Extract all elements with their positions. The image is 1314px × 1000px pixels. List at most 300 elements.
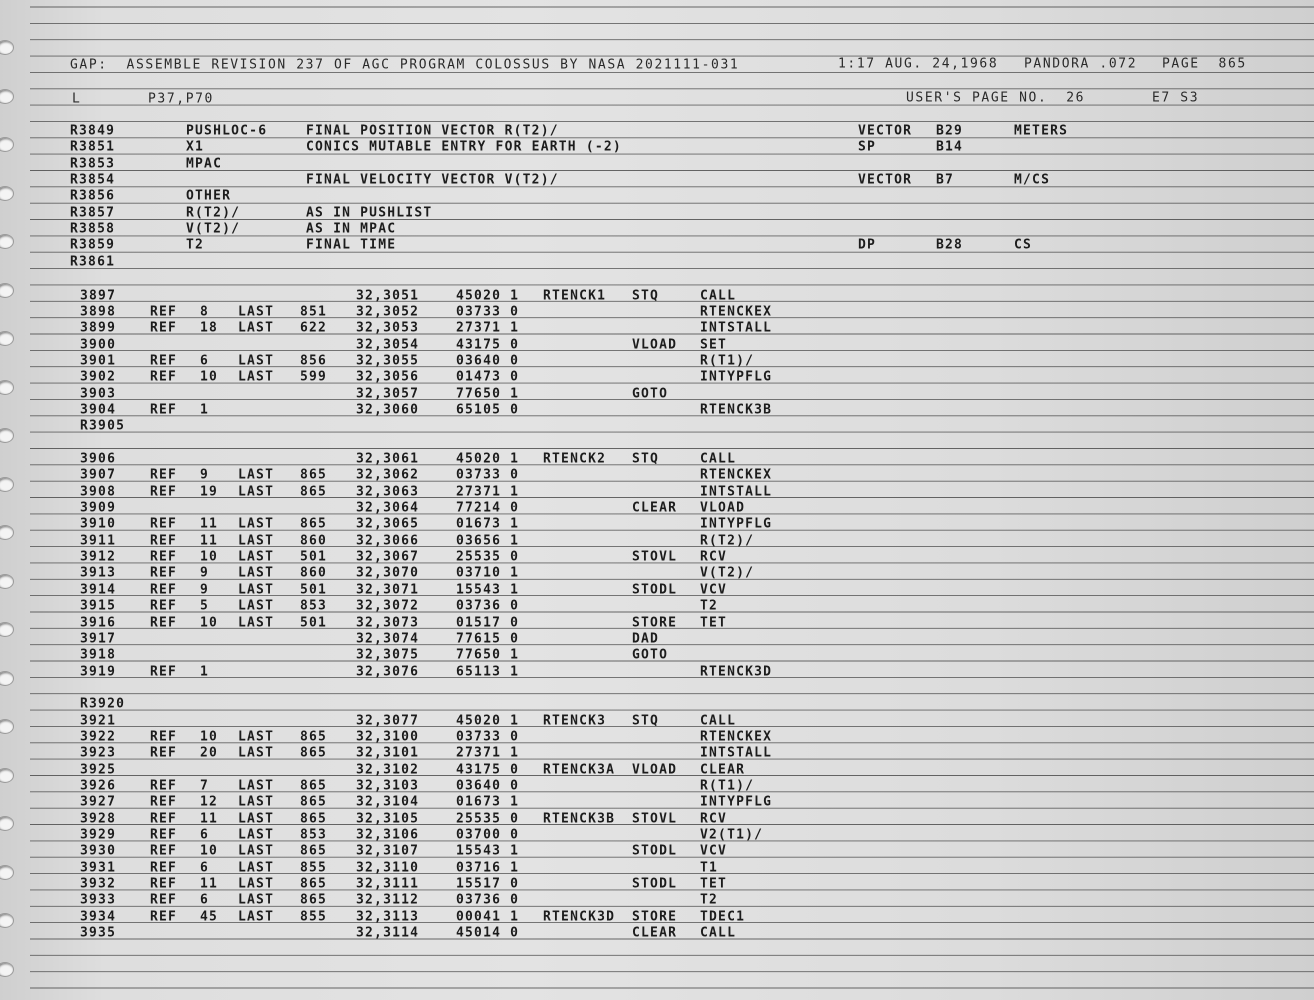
symbol-ref: R3853 bbox=[70, 155, 116, 172]
last-label: LAST bbox=[238, 908, 275, 925]
symbol-unit: M/CS bbox=[1014, 171, 1051, 188]
statement-label: RTENCK3A bbox=[543, 761, 616, 778]
symbol-ref: R3859 bbox=[70, 237, 116, 254]
ref-label: REF bbox=[150, 663, 178, 680]
symbol-scale: B28 bbox=[936, 237, 964, 254]
object-word: 27371 1 bbox=[456, 320, 520, 336]
symbol-ref: R3858 bbox=[70, 221, 116, 237]
last-label: LAST bbox=[238, 369, 275, 385]
last-page: 865 bbox=[300, 516, 328, 533]
address: 32,3055 bbox=[356, 352, 420, 369]
object-word: 15543 1 bbox=[456, 843, 520, 860]
address: 32,3105 bbox=[356, 810, 420, 827]
last-page: 501 bbox=[300, 549, 328, 565]
object-word: 45020 1 bbox=[456, 712, 520, 729]
last-label: LAST bbox=[238, 483, 275, 500]
address: 32,3111 bbox=[356, 876, 420, 892]
ref-count: 1 bbox=[200, 663, 210, 680]
ref-count: 7 bbox=[200, 777, 210, 794]
address: 32,3076 bbox=[356, 663, 420, 680]
operand: SET bbox=[700, 336, 728, 353]
line-number: 3921 bbox=[80, 712, 117, 729]
address: 32,3062 bbox=[356, 467, 420, 484]
feed-hole bbox=[0, 962, 14, 977]
users-page-number: USER'S PAGE NO. 26 bbox=[906, 89, 1086, 106]
opcode: DAD bbox=[632, 630, 660, 647]
line-number: 3913 bbox=[80, 565, 117, 582]
last-page: 860 bbox=[300, 532, 328, 549]
last-label: LAST bbox=[238, 581, 275, 598]
symbol-description: AS IN MPAC bbox=[306, 221, 397, 237]
address: 32,3070 bbox=[356, 565, 420, 582]
listing-timestamp: 1:17 AUG. 24,1968 bbox=[838, 55, 999, 72]
last-page: 865 bbox=[300, 728, 328, 745]
line-number: 3906 bbox=[80, 450, 117, 467]
line-number: 3916 bbox=[80, 614, 117, 631]
last-page: 501 bbox=[300, 614, 328, 631]
last-page: 599 bbox=[300, 369, 328, 385]
address: 32,3051 bbox=[356, 287, 420, 304]
object-word: 03700 0 bbox=[456, 826, 520, 843]
object-word: 03733 0 bbox=[456, 467, 520, 484]
address: 32,3054 bbox=[356, 336, 420, 353]
object-word: 77650 1 bbox=[456, 385, 520, 402]
ref-count: 6 bbox=[200, 859, 210, 876]
line-number: 3909 bbox=[80, 499, 117, 516]
ref-count: 11 bbox=[200, 532, 219, 549]
last-page: 856 bbox=[300, 352, 328, 369]
listing-title: GAP: ASSEMBLE REVISION 237 OF AGC PROGRAM COLOSSUS BY NASA 2021111-031 bbox=[70, 56, 740, 73]
object-word: 45020 1 bbox=[456, 287, 520, 304]
line-number: 3929 bbox=[80, 826, 117, 843]
object-word: 03736 0 bbox=[456, 892, 520, 909]
ref-count: 1 bbox=[200, 401, 210, 418]
feed-hole bbox=[0, 671, 14, 686]
line-number: 3914 bbox=[80, 581, 117, 598]
opcode: STORE bbox=[632, 908, 678, 925]
ref-count: 18 bbox=[200, 320, 219, 336]
ref-count: 8 bbox=[200, 303, 210, 320]
ref-label: REF bbox=[150, 908, 178, 925]
last-label: LAST bbox=[238, 745, 275, 761]
address: 32,3063 bbox=[356, 483, 420, 500]
object-word: 15517 0 bbox=[456, 876, 520, 892]
line-number: 3935 bbox=[80, 925, 117, 941]
operand: TDEC1 bbox=[700, 908, 746, 925]
ref-count: 11 bbox=[200, 516, 219, 533]
address: 32,3057 bbox=[356, 385, 420, 402]
operand: INTYPFLG bbox=[700, 516, 773, 533]
object-word: 03640 0 bbox=[456, 352, 520, 369]
operand: V(T2)/ bbox=[700, 565, 755, 582]
ref-count: 11 bbox=[200, 810, 219, 827]
address: 32,3052 bbox=[356, 303, 420, 320]
address: 32,3112 bbox=[356, 892, 420, 909]
operand: VCV bbox=[700, 581, 728, 598]
address: 32,3074 bbox=[356, 630, 420, 647]
symbol-description: FINAL TIME bbox=[306, 237, 397, 254]
operand: CALL bbox=[700, 287, 737, 304]
symbol-unit: METERS bbox=[1014, 122, 1069, 139]
ref-count: 10 bbox=[200, 369, 219, 385]
symbol-unit: CS bbox=[1014, 237, 1033, 254]
line-number: 3908 bbox=[80, 483, 117, 500]
ref-label: REF bbox=[150, 320, 178, 336]
line-number: 3930 bbox=[80, 843, 117, 860]
symbol-ref: R3856 bbox=[70, 188, 116, 205]
ref-count: 10 bbox=[200, 728, 219, 745]
last-page: 501 bbox=[300, 581, 328, 598]
opcode: STQ bbox=[632, 450, 660, 467]
object-word: 65105 0 bbox=[456, 401, 520, 418]
line-number: 3912 bbox=[80, 549, 117, 565]
last-page: 853 bbox=[300, 826, 328, 843]
line-number: 3922 bbox=[80, 728, 117, 745]
last-label: LAST bbox=[238, 876, 275, 892]
line-number: R3905 bbox=[80, 418, 126, 434]
line-number: 3901 bbox=[80, 352, 117, 369]
operand: V2(T1)/ bbox=[700, 826, 764, 843]
address: 32,3056 bbox=[356, 369, 420, 385]
address: 32,3065 bbox=[356, 516, 420, 533]
last-label: LAST bbox=[238, 598, 275, 614]
object-word: 45020 1 bbox=[456, 450, 520, 467]
line-number: 3926 bbox=[80, 777, 117, 794]
address: 32,3072 bbox=[356, 598, 420, 614]
last-label: LAST bbox=[238, 516, 275, 533]
ref-label: REF bbox=[150, 614, 178, 631]
ref-label: REF bbox=[150, 532, 178, 549]
operand: RCV bbox=[700, 549, 728, 565]
feed-hole bbox=[0, 574, 14, 589]
last-page: 865 bbox=[300, 794, 328, 811]
object-word: 45014 0 bbox=[456, 925, 520, 941]
symbol-type: SP bbox=[858, 139, 877, 156]
operand: CALL bbox=[700, 450, 737, 467]
address: 32,3073 bbox=[356, 614, 420, 631]
opcode: STQ bbox=[632, 287, 660, 304]
operand: T1 bbox=[700, 859, 719, 876]
ref-label: REF bbox=[150, 483, 178, 500]
statement-label: RTENCK3 bbox=[543, 712, 607, 729]
object-word: 03733 0 bbox=[456, 728, 520, 745]
last-label: LAST bbox=[238, 303, 275, 320]
ref-label: REF bbox=[150, 794, 178, 811]
last-label: LAST bbox=[238, 352, 275, 369]
symbol-name: R(T2)/ bbox=[186, 204, 241, 221]
last-label: LAST bbox=[238, 467, 275, 484]
object-word: 03736 0 bbox=[456, 598, 520, 614]
operand: CALL bbox=[700, 712, 737, 729]
last-page: 622 bbox=[300, 320, 328, 336]
ref-label: REF bbox=[150, 581, 178, 598]
last-label: LAST bbox=[238, 794, 275, 811]
last-page: 860 bbox=[300, 565, 328, 582]
last-page: 865 bbox=[300, 843, 328, 860]
object-word: 77214 0 bbox=[456, 499, 520, 516]
last-page: 865 bbox=[300, 745, 328, 761]
line-number: 3907 bbox=[80, 467, 117, 484]
line-number: 3934 bbox=[80, 908, 117, 925]
ref-label: REF bbox=[150, 728, 178, 745]
line-number: R3920 bbox=[80, 696, 126, 712]
listing-type: L bbox=[72, 90, 82, 107]
section-title: P37,P70 bbox=[148, 90, 214, 107]
opcode: STODL bbox=[632, 843, 678, 860]
address: 32,3077 bbox=[356, 712, 420, 729]
symbol-description: FINAL VELOCITY VECTOR V(T2)/ bbox=[306, 171, 559, 188]
symbol-type: VECTOR bbox=[858, 122, 913, 139]
operand: TET bbox=[700, 876, 728, 892]
ref-label: REF bbox=[150, 516, 178, 533]
operand: RCV bbox=[700, 810, 728, 827]
operand: VCV bbox=[700, 843, 728, 860]
ref-count: 11 bbox=[200, 876, 219, 892]
operand: RTENCKEX bbox=[700, 303, 773, 320]
line-number: 3927 bbox=[80, 794, 117, 811]
page-number: PAGE 865 bbox=[1162, 55, 1247, 72]
ref-count: 10 bbox=[200, 843, 219, 860]
line-number: 3900 bbox=[80, 336, 117, 353]
last-label: LAST bbox=[238, 892, 275, 909]
last-page: 865 bbox=[300, 810, 328, 827]
address: 32,3064 bbox=[356, 499, 420, 516]
address: 32,3075 bbox=[356, 647, 420, 663]
ref-count: 20 bbox=[200, 745, 219, 761]
feed-hole bbox=[0, 380, 14, 395]
pandora-version: PANDORA .072 bbox=[1024, 55, 1138, 72]
ref-label: REF bbox=[150, 826, 178, 843]
ref-count: 10 bbox=[200, 549, 219, 565]
ref-count: 10 bbox=[200, 614, 219, 631]
last-page: 853 bbox=[300, 598, 328, 614]
ref-label: REF bbox=[150, 859, 178, 876]
ref-label: REF bbox=[150, 810, 178, 827]
ref-count: 6 bbox=[200, 826, 210, 843]
operand: T2 bbox=[700, 598, 719, 614]
statement-label: RTENCK2 bbox=[543, 450, 607, 467]
object-word: 27371 1 bbox=[456, 483, 520, 500]
line-number: 3925 bbox=[80, 761, 117, 778]
ref-label: REF bbox=[150, 598, 178, 614]
address: 32,3114 bbox=[356, 925, 420, 941]
ref-count: 9 bbox=[200, 467, 210, 484]
symbol-type: VECTOR bbox=[858, 171, 913, 188]
line-number: 3897 bbox=[80, 287, 117, 304]
last-label: LAST bbox=[238, 565, 275, 582]
ref-label: REF bbox=[150, 401, 178, 418]
object-word: 03656 1 bbox=[456, 532, 520, 549]
last-label: LAST bbox=[238, 728, 275, 745]
last-page: 865 bbox=[300, 483, 328, 500]
ref-label: REF bbox=[150, 892, 178, 909]
opcode: STODL bbox=[632, 876, 678, 892]
operand: RTENCK3B bbox=[700, 401, 773, 418]
last-label: LAST bbox=[238, 549, 275, 565]
address: 32,3100 bbox=[356, 728, 420, 745]
last-page: 855 bbox=[300, 859, 328, 876]
symbol-description: FINAL POSITION VECTOR R(T2)/ bbox=[306, 122, 559, 139]
log-section-code: E7 S3 bbox=[1152, 89, 1200, 106]
symbol-description: CONICS MUTABLE ENTRY FOR EARTH (-2) bbox=[306, 139, 622, 156]
ref-label: REF bbox=[150, 745, 178, 761]
line-number: 3910 bbox=[80, 516, 117, 533]
feed-hole bbox=[0, 865, 14, 880]
address: 32,3107 bbox=[356, 843, 420, 860]
last-label: LAST bbox=[238, 826, 275, 843]
opcode: STQ bbox=[632, 712, 660, 729]
operand: INTYPFLG bbox=[700, 369, 773, 385]
symbol-name: V(T2)/ bbox=[186, 221, 241, 237]
operand: R(T1)/ bbox=[700, 777, 755, 794]
object-word: 77650 1 bbox=[456, 647, 520, 663]
object-word: 01673 1 bbox=[456, 794, 520, 811]
opcode: CLEAR bbox=[632, 925, 678, 941]
line-number: 3915 bbox=[80, 598, 117, 614]
opcode: STOVL bbox=[632, 549, 678, 565]
operand: INTSTALL bbox=[700, 320, 773, 336]
ref-label: REF bbox=[150, 303, 178, 320]
symbol-scale: B14 bbox=[936, 139, 964, 156]
ref-count: 5 bbox=[200, 598, 210, 614]
object-word: 01473 0 bbox=[456, 369, 520, 385]
line-number: 3903 bbox=[80, 385, 117, 402]
object-word: 03710 1 bbox=[456, 565, 520, 582]
feed-hole bbox=[0, 477, 14, 492]
line-number: 3919 bbox=[80, 663, 117, 680]
feed-hole bbox=[0, 89, 14, 104]
ref-count: 12 bbox=[200, 794, 219, 811]
ref-label: REF bbox=[150, 565, 178, 582]
address: 32,3061 bbox=[356, 450, 420, 467]
object-word: 03716 1 bbox=[456, 859, 520, 876]
last-page: 855 bbox=[300, 908, 328, 925]
line-number: 3931 bbox=[80, 859, 117, 876]
symbol-description: AS IN PUSHLIST bbox=[306, 204, 433, 221]
symbol-scale: B7 bbox=[936, 171, 955, 188]
operand: R(T1)/ bbox=[700, 352, 755, 369]
operand: INTYPFLG bbox=[700, 794, 773, 811]
object-word: 01673 1 bbox=[456, 516, 520, 533]
ref-label: REF bbox=[150, 369, 178, 385]
symbol-name: T2 bbox=[186, 237, 205, 254]
address: 32,3066 bbox=[356, 532, 420, 549]
last-label: LAST bbox=[238, 320, 275, 336]
address: 32,3104 bbox=[356, 794, 420, 811]
object-word: 27371 1 bbox=[456, 745, 520, 761]
line-number: 3923 bbox=[80, 745, 117, 761]
opcode: GOTO bbox=[632, 385, 669, 402]
feed-hole bbox=[0, 186, 14, 201]
opcode: STORE bbox=[632, 614, 678, 631]
line-number: 3932 bbox=[80, 876, 117, 892]
feed-hole bbox=[0, 283, 14, 298]
line-number: 3933 bbox=[80, 892, 117, 909]
last-page: 851 bbox=[300, 303, 328, 320]
last-page: 865 bbox=[300, 777, 328, 794]
operand: T2 bbox=[700, 892, 719, 909]
address: 32,3101 bbox=[356, 745, 420, 761]
symbol-name: X1 bbox=[186, 139, 205, 156]
object-word: 25535 0 bbox=[456, 810, 520, 827]
symbol-ref: R3851 bbox=[70, 139, 116, 156]
operand: INTSTALL bbox=[700, 483, 773, 500]
address: 32,3053 bbox=[356, 320, 420, 336]
object-word: 01517 0 bbox=[456, 614, 520, 631]
line-number: 3898 bbox=[80, 303, 117, 320]
address: 32,3110 bbox=[356, 859, 420, 876]
ref-count: 9 bbox=[200, 565, 210, 582]
object-word: 00041 1 bbox=[456, 908, 520, 925]
ref-label: REF bbox=[150, 777, 178, 794]
symbol-ref: R3861 bbox=[70, 253, 116, 270]
symbol-ref: R3849 bbox=[70, 122, 116, 139]
symbol-ref: R3854 bbox=[70, 171, 116, 188]
address: 32,3067 bbox=[356, 549, 420, 565]
statement-label: RTENCK1 bbox=[543, 287, 607, 304]
operand: INTSTALL bbox=[700, 745, 773, 761]
symbol-name: MPAC bbox=[186, 155, 223, 172]
address: 32,3106 bbox=[356, 826, 420, 843]
object-word: 03733 0 bbox=[456, 303, 520, 320]
ref-label: REF bbox=[150, 352, 178, 369]
opcode: STOVL bbox=[632, 810, 678, 827]
operand: RTENCKEX bbox=[700, 467, 773, 484]
operand: RTENCKEX bbox=[700, 728, 773, 745]
address: 32,3102 bbox=[356, 761, 420, 778]
address: 32,3103 bbox=[356, 777, 420, 794]
object-word: 65113 1 bbox=[456, 663, 520, 680]
object-word: 25535 0 bbox=[456, 549, 520, 565]
ref-label: REF bbox=[150, 843, 178, 860]
operand: CALL bbox=[700, 925, 737, 941]
last-label: LAST bbox=[238, 810, 275, 827]
ref-label: REF bbox=[150, 876, 178, 892]
operand: RTENCK3D bbox=[700, 663, 773, 680]
object-word: 77615 0 bbox=[456, 630, 520, 647]
last-page: 865 bbox=[300, 892, 328, 909]
ref-count: 9 bbox=[200, 581, 210, 598]
feed-hole bbox=[0, 768, 14, 783]
line-number: 3899 bbox=[80, 320, 117, 336]
opcode: VLOAD bbox=[632, 336, 678, 353]
symbol-ref: R3857 bbox=[70, 204, 116, 221]
object-word: 15543 1 bbox=[456, 581, 520, 598]
ref-label: REF bbox=[150, 549, 178, 565]
line-number: 3917 bbox=[80, 630, 117, 647]
symbol-scale: B29 bbox=[936, 122, 964, 139]
opcode: CLEAR bbox=[632, 499, 678, 516]
ref-count: 45 bbox=[200, 908, 219, 925]
statement-label: RTENCK3D bbox=[543, 908, 616, 925]
symbol-type: DP bbox=[858, 237, 877, 254]
line-number: 3904 bbox=[80, 401, 117, 418]
operand: VLOAD bbox=[700, 499, 746, 516]
last-label: LAST bbox=[238, 859, 275, 876]
line-number: 3928 bbox=[80, 810, 117, 827]
address: 32,3060 bbox=[356, 401, 420, 418]
object-word: 43175 0 bbox=[456, 761, 520, 778]
address: 32,3113 bbox=[356, 908, 420, 925]
symbol-name: OTHER bbox=[186, 188, 232, 205]
last-label: LAST bbox=[238, 777, 275, 794]
line-number: 3911 bbox=[80, 532, 117, 549]
opcode: VLOAD bbox=[632, 761, 678, 778]
ref-count: 6 bbox=[200, 352, 210, 369]
last-label: LAST bbox=[238, 843, 275, 860]
operand: CLEAR bbox=[700, 761, 746, 778]
address: 32,3071 bbox=[356, 581, 420, 598]
